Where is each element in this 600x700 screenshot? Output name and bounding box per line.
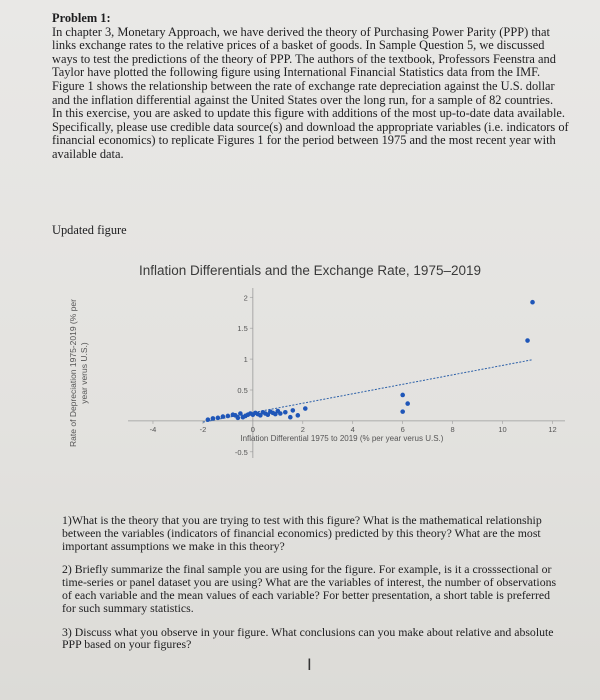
x-tick-label: -2 — [199, 424, 207, 434]
questions-section — [62, 514, 562, 662]
data-point — [291, 408, 296, 413]
x-tick-label: 6 — [400, 424, 405, 434]
x-tick-label: 2 — [300, 424, 305, 434]
data-point — [283, 410, 288, 415]
question-3: 3) Discuss what you observe in your figure. What conclusions can you make about relative and absolute PPP based on your figures? — [62, 624, 554, 652]
x-tick-label: 4 — [350, 424, 355, 434]
data-point — [525, 338, 530, 343]
chart-title: Inflation Differentials and the Exchange Rate, 1975–2019 — [139, 263, 481, 278]
y-tick-label: 1.5 — [237, 324, 248, 334]
problem-paragraph-1: In chapter 3, Monetary Approach, we have derived the theory of Purchasing Power Parity (PPP) that links exchange rates to the relative prices of a basket of goods. In Sample Question 5, we discussed ways to test the predictions of the theory of PPP. The authors of the textbook, Professors Feenstra and Taylor have plotted the following figure using International Financial Statistics data from the IMF. Figure 1 shows the relationship between the rate of exchange rate depreciation against the U.S. dollar and the inflation differential against the United States over the long run, for a sample of 82 countries. — [52, 24, 556, 107]
data-point — [216, 416, 221, 421]
x-axis-label: Inflation Differential 1975 to 2019 (% per year verus U.S.) — [240, 433, 444, 443]
data-point — [405, 401, 410, 406]
x-tick-label: -4 — [149, 424, 157, 434]
data-point — [206, 417, 211, 422]
y-axis-label: Rate of Depreciation 1975-2019 (% peryear verus U.S.) — [68, 299, 89, 447]
data-point — [236, 416, 241, 421]
data-point — [288, 415, 293, 420]
problem-statement — [52, 12, 572, 162]
x-tick-label: 10 — [498, 424, 507, 434]
problem-paragraph-2: In this exercise, you are asked to update this figure with additions of the most up-to-date data available. Specifically, please use credible data source(s) and download the appropriate variables (i.e. indicators of financial economics) to replicate Figures 1 for the period between 1975 and the most recent year with available data. — [52, 106, 569, 161]
y-tick-label: -0.5 — [234, 447, 248, 457]
scatter-chart — [60, 280, 580, 500]
problem-title: Problem 1: — [52, 11, 111, 25]
data-point — [226, 414, 231, 419]
data-point — [400, 409, 405, 414]
data-point — [400, 393, 405, 398]
updated-figure-label: Updated figure — [52, 223, 127, 237]
y-tick-label: 1 — [243, 355, 248, 365]
text-cursor-icon: I — [307, 655, 312, 674]
question-1: 1)What is the theory that you are trying to test with this figure? What is the mathematical relationship between the variables (indicators of financial economics) predicted by this theory? What are the most important assumptions we make in this theory? — [62, 513, 542, 553]
data-point — [278, 411, 283, 416]
question-2: 2) Briefly summarize the final sample you are using for the figure. For example, is it a crosssectional or time-series or panel dataset you are using? What are the variables of interest, the number of observations of each variable and the mean values of each variable? For better presentation, a short table is preferred for such summary statistics. — [62, 562, 557, 615]
x-tick-label: 8 — [450, 424, 455, 434]
x-tick-label: 12 — [548, 424, 557, 434]
data-point — [296, 413, 301, 418]
y-tick-label: 0.5 — [237, 386, 248, 395]
data-point — [530, 300, 535, 305]
data-point — [303, 406, 308, 411]
data-point — [221, 414, 226, 419]
y-tick-label: 2 — [243, 293, 248, 303]
data-point — [211, 416, 216, 421]
x-tick-label: 0 — [250, 424, 255, 434]
